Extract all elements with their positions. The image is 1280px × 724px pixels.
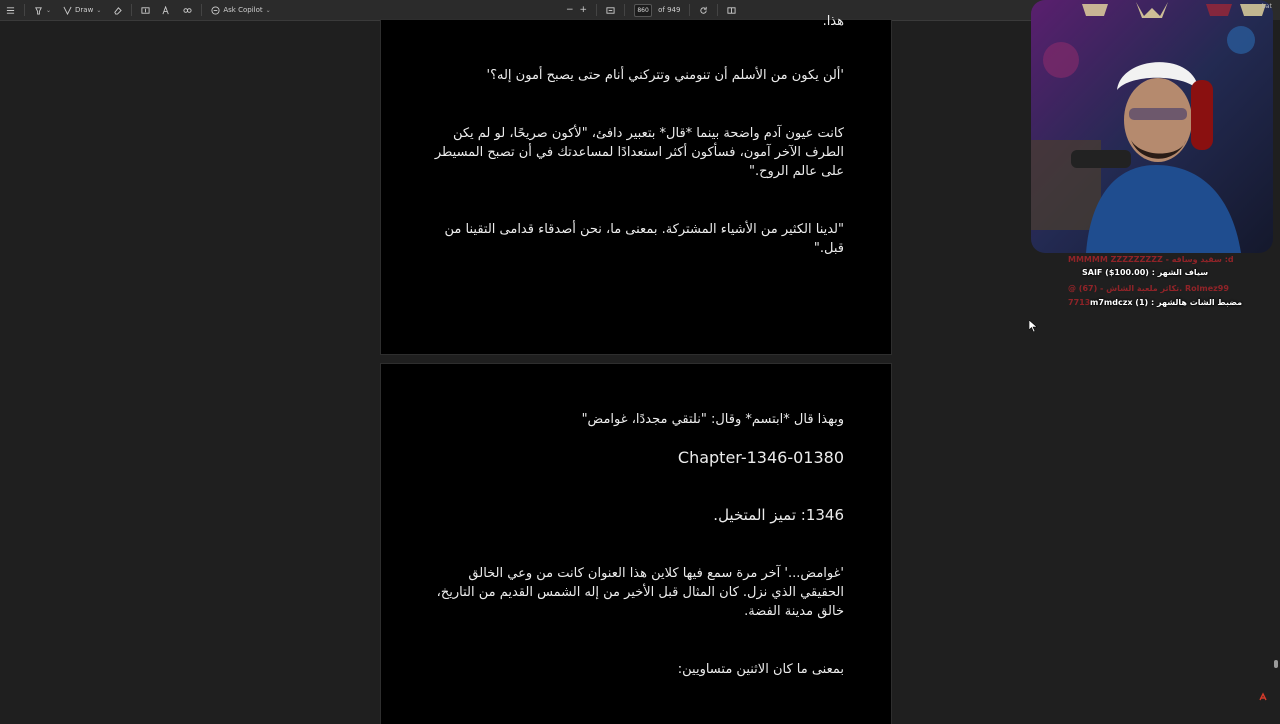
eraser-icon [113,6,122,15]
paragraph: 'ألن يكون من الأسلم أن تنومني وتتركني أنام حتى يصبح أمون إله؟' [486,68,844,83]
document-page [381,14,891,354]
chevron-down-icon: ⌄ [46,6,52,14]
ask-copilot-label: Ask Copilot [223,6,263,14]
draw-label: Draw [75,6,94,14]
chevron-down-icon: ⌄ [265,6,271,14]
ask-copilot-button[interactable] [205,0,276,20]
total-pages-label: of 949 [658,6,681,14]
vertical-scrollbar[interactable] [1272,20,1280,720]
paragraph: "لدينا الكثير من الأشياء المشتركة. بمعنى ما، نحن أصدقاء قدامى التقينا من قبل." [444,222,844,256]
zoom-in-icon[interactable]: + [579,5,588,15]
toolbar-divider [24,4,25,16]
textbox-icon [141,6,150,15]
chapter-id: Chapter-1346-01380 [677,448,844,467]
list-icon [6,6,15,15]
overlay-ticker: @ تكاثر ملعبة الشاش - (67). Rolmez99 [1068,284,1229,293]
highlight-button[interactable] [28,0,57,20]
contents-button[interactable] [0,0,21,20]
draw-button[interactable] [57,0,107,20]
mouse-pointer-icon [1029,320,1037,332]
chevron-down-icon: ⌄ [96,6,102,14]
erase-button[interactable] [107,0,128,20]
document-page [381,364,891,724]
toolbar-divider [131,4,132,16]
translate-icon [183,6,192,15]
zoom-out-icon[interactable]: − [566,5,574,15]
highlighter-icon [34,6,43,15]
textbox-button[interactable] [135,0,156,20]
pdf-icon [1258,692,1268,702]
paragraph: 'غوامض...' آخر مرة سمع فيها كلاين هذا العنوان كانت من وعي الخالق الحقيقي الذي نزل. كان المثال قبل الأخير من إله الشمس القديم من التاريخ، خالق مدينة الفضة. [436,566,844,619]
translate-button[interactable] [177,0,198,20]
paragraph-partial: هذا. [822,14,844,29]
overlay-tag: bat [1262,3,1272,10]
top-supporter: SAIF ($100.00) : سياف الشهر [1082,268,1209,277]
crown-decoration [1080,0,1270,20]
chapter-title: 1346: تميز المتخيل. [713,506,844,524]
read-aloud-icon [162,6,171,15]
paragraph: وبهذا قال *ابتسم* وقال: "نلتقي مجددًا، غوامض" [581,412,844,427]
scrollbar-thumb[interactable] [1274,660,1278,668]
overlay-ticker: MMMMM ZZZZZZZZZ - سقيد وساقه :d [1068,255,1234,264]
overlay-ticker: 7713 [1068,298,1091,307]
webcam-feed [1031,0,1273,253]
copilot-icon [211,6,220,15]
paragraph: بمعنى ما كان الاثنين متساويين: [677,662,844,677]
paragraph: كانت عيون آدم واضحة بينما *قال* بتعبير دافئ، "لأكون صريحًا، لو لم يكن الطرف الآخر آمون، فسأكون أكثر استعدادًا لمساعدتك في أن تصبح المسيطر على عالم الروح." [434,126,844,179]
read-aloud-button[interactable] [156,0,177,20]
top-chatter: m7mdczx (1) : مضبط الشات هالشهر [1090,298,1243,307]
draw-icon [63,6,72,15]
toolbar-divider [201,4,202,16]
